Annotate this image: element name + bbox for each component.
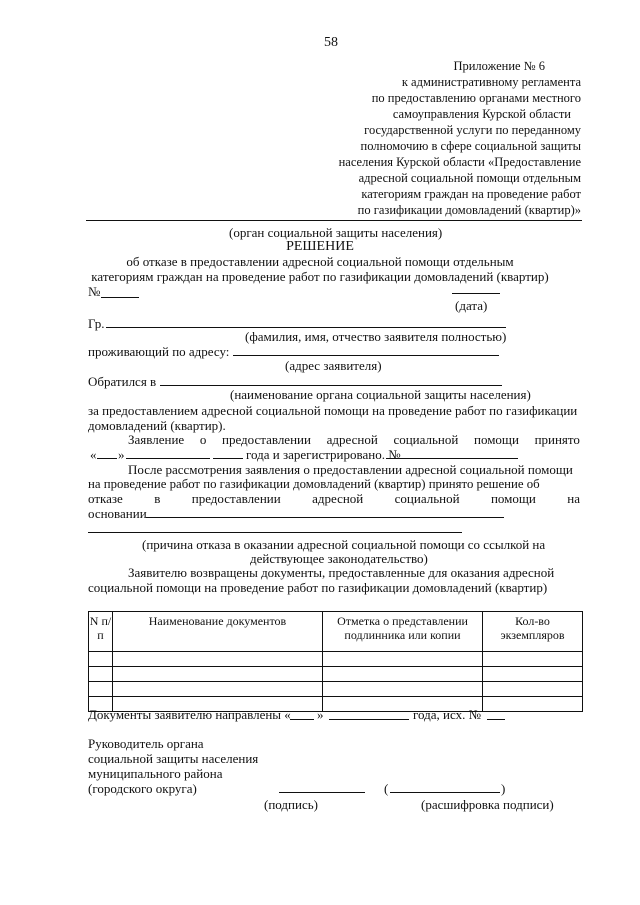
date-caption: (дата): [455, 298, 488, 313]
sent-year-text: года, исх. №: [413, 707, 481, 722]
signature-line: [279, 792, 365, 793]
review-word: помощи: [490, 491, 536, 506]
appendix-line: категориям граждан на проведение работ: [361, 187, 581, 201]
table-cell: [323, 652, 483, 667]
table-cell: [113, 682, 323, 697]
appendix-title: Приложение № 6: [453, 59, 545, 73]
sent-day-line: [290, 719, 314, 720]
table-row: [89, 652, 583, 667]
basis-line-2: [88, 532, 462, 533]
table-cell: [323, 682, 483, 697]
sent-close-quote: »: [317, 707, 324, 722]
year-line: [213, 458, 243, 459]
reason-caption: действующее законодательство): [250, 551, 428, 566]
page-number: 58: [324, 35, 338, 50]
returned-text: Заявителю возвращены документы, предоставленные для оказания адресной: [128, 565, 555, 580]
appendix-line: населения Курской области «Предоставление: [338, 155, 581, 169]
decode-line: [390, 792, 500, 793]
reason-caption: (причина отказа в оказании адресной социальной помощи со ссылкой на: [142, 537, 546, 552]
appendix-block: [339, 58, 581, 218]
day-line: [97, 458, 117, 459]
number-line: [101, 297, 139, 298]
number-label: №: [88, 284, 101, 299]
statement-word: предоставлении: [221, 432, 311, 447]
basis-line: [146, 517, 504, 518]
returned-text: социальной помощи на проведение работ по газификации домовладений (квартир): [88, 580, 548, 595]
decision-title: РЕШЕНИЕ: [286, 239, 354, 254]
review-word: на: [567, 491, 580, 506]
col-mark-header: Отметка о представлении подлинника или копии: [323, 612, 483, 652]
citizen-line: [106, 327, 506, 328]
address-caption: (адрес заявителя): [285, 358, 382, 373]
sent-month-line: [329, 719, 409, 720]
review-word: социальной: [394, 491, 460, 506]
appendix-line: по газификации домовладений (квартир)»: [357, 203, 581, 217]
sent-number-line: [487, 719, 505, 720]
registration-number-line: [386, 458, 518, 459]
appendix-line: к административному регламента: [401, 75, 581, 89]
signature-head-line: (городского округа): [88, 781, 197, 796]
address-line: [233, 355, 499, 356]
basis-label: основании: [88, 506, 147, 521]
applied-line: [160, 385, 502, 386]
review-text: на проведение работ по газификации домовладений (квартир) принято решение об: [88, 477, 540, 491]
table-cell: [89, 682, 113, 697]
signature-head-line: муниципального района: [88, 766, 223, 781]
applied-caption: (наименование органа социальной защиты населения): [230, 387, 531, 402]
col-name-header: Наименование документов: [113, 612, 323, 652]
col-number-header: N п/п: [89, 612, 113, 652]
address-label: проживающий по адресу:: [88, 344, 230, 359]
table-cell: [323, 667, 483, 682]
appendix-line: адресной социальной помощи отдельным: [358, 171, 581, 185]
table-row: [89, 682, 583, 697]
table-cell: [89, 667, 113, 682]
citizen-caption: (фамилия, имя, отчество заявителя полностью): [245, 329, 507, 344]
review-line-3: [88, 492, 580, 505]
organ-line: [86, 220, 582, 221]
month-line: [126, 458, 210, 459]
review-word: предоставлении: [191, 491, 281, 506]
decode-caption: (расшифровка подписи): [421, 797, 554, 812]
date-line: [452, 293, 500, 294]
table-header-row: [89, 612, 583, 652]
table-cell: [483, 682, 583, 697]
statement-word: Заявление: [128, 432, 185, 447]
decision-subtitle: об отказе в предоставлении адресной социальной помощи отдельным: [126, 254, 514, 269]
signature-caption: (подпись): [264, 797, 318, 812]
date-open-quote: «: [90, 447, 97, 462]
review-word: в: [154, 491, 161, 506]
decode-close-paren: ): [501, 781, 506, 796]
sent-label: Документы заявителю направлены «: [88, 707, 291, 722]
signature-head-line: Руководитель органа: [88, 736, 204, 751]
review-word: адресной: [312, 491, 364, 506]
statement-word: принято: [534, 432, 580, 447]
registered-text: года и зарегистрировано. №: [246, 447, 401, 462]
appendix-line: полномочию в сфере социальной защиты: [360, 139, 581, 153]
citizen-label: Гр.: [88, 316, 105, 331]
review-text: После рассмотрения заявления о предоставлении адресной социальной помощи: [128, 462, 573, 477]
decision-subtitle: категориям граждан на проведение работ по газификации домовладений (квартир): [91, 269, 549, 284]
purpose-text: за предоставлением адресной социальной помощи на проведение работ по газификации: [88, 403, 578, 418]
appendix-line: государственной услуги по переданному: [364, 123, 581, 137]
table-row: [89, 667, 583, 682]
statement-word: адресной: [326, 432, 378, 447]
signature-head-line: социальной защиты населения: [88, 751, 259, 766]
statement-word: помощи: [474, 432, 519, 447]
decode-open-paren: (: [384, 781, 389, 796]
date-close-quote: »: [118, 447, 125, 462]
organ-caption: (орган социальной защиты населения): [229, 225, 443, 240]
table-cell: [89, 652, 113, 667]
documents-table: [88, 611, 583, 712]
table-cell: [483, 652, 583, 667]
review-word: отказе: [88, 491, 123, 506]
table-cell: [483, 697, 583, 712]
statement-word: социальной: [393, 432, 459, 447]
col-count-header: Кол-во экземпляров: [483, 612, 583, 652]
applied-label: Обратился в: [88, 374, 157, 389]
table-cell: [483, 667, 583, 682]
appendix-line: по предоставлению органами местного: [371, 91, 581, 105]
appendix-line: самоуправления Курской области: [392, 107, 571, 121]
table-cell: [113, 667, 323, 682]
statement-line: [128, 433, 580, 446]
purpose-text: домовладений (квартир).: [88, 418, 226, 433]
table-cell: [113, 652, 323, 667]
statement-word: о: [199, 432, 207, 447]
